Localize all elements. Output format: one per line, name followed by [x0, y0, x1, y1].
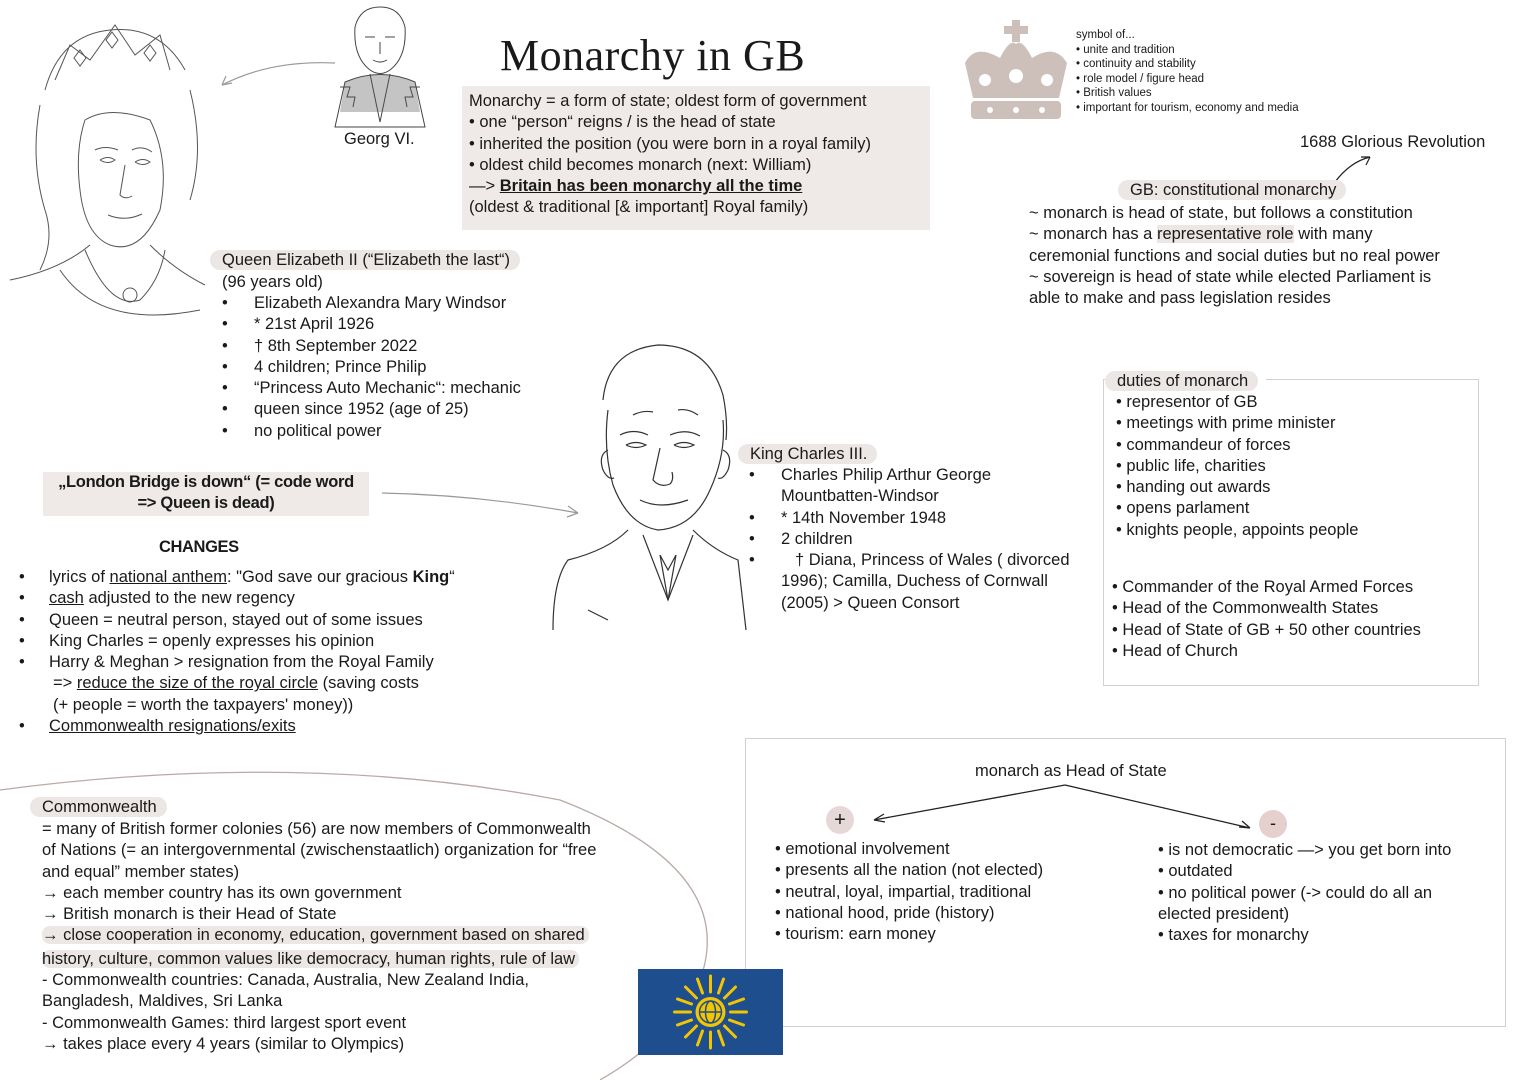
con-item: • is not democratic —> you get born into	[1158, 841, 1452, 859]
charles-fact: • 2 children	[781, 529, 1070, 550]
duty-item: • Head of Church	[1112, 641, 1238, 660]
queen-fact: • Elizabeth Alexandra Mary Windsor	[254, 293, 521, 314]
commonwealth-label: Commonwealth	[30, 797, 167, 818]
head-of-state-title: monarch as Head of State	[975, 762, 1167, 780]
constitutional-line: ~ monarch is head of state, but follows a constitution	[1029, 204, 1413, 222]
symbol-item: • important for tourism, economy and media	[1076, 101, 1299, 114]
commonwealth-highlight: → close cooperation in economy, education, government based on shared	[42, 925, 596, 946]
duties-list-2	[1112, 577, 1421, 662]
cons-list	[1158, 840, 1451, 946]
duties-list	[1116, 392, 1358, 541]
constitutional-monarchy-text	[1029, 203, 1440, 309]
charles-facts	[781, 465, 1070, 614]
symbol-heading: symbol of...	[1076, 29, 1135, 41]
commonwealth-line: - Commonwealth Games: third largest sport event	[42, 1013, 407, 1032]
definition-line: (oldest & traditional [& important] Royal family)	[469, 198, 809, 217]
georg-vi-sketch	[325, 2, 440, 132]
queen-fact: • 4 children; Prince Philip	[254, 357, 521, 378]
queen-fact: • “Princess Auto Mechanic“: mechanic	[254, 378, 521, 399]
charles-fact: • * 14th November 1948	[781, 508, 1070, 529]
change-item: • Harry & Meghan > resignation from the Royal Family	[49, 652, 455, 673]
constitutional-line: ~ sovereign is head of state while elected Parliament is	[1029, 267, 1432, 286]
duty-item: • public life, charities	[1116, 456, 1266, 475]
charles-fact: 1996); Camilla, Duchess of Cornwall	[781, 572, 1048, 591]
definition-line: Monarchy = a form of state; oldest form of government	[469, 92, 867, 110]
definition-line: • one “person“ reigns / is the head of state	[469, 113, 776, 132]
london-bridge-box	[43, 472, 369, 516]
plus-badge: +	[826, 806, 854, 834]
definition-emphasis: —> Britain has been monarchy all the time	[469, 177, 803, 196]
commonwealth-line: → British monarch is their Head of State	[42, 905, 337, 924]
change-item: • King Charles = openly expresses his opinion	[49, 631, 455, 652]
page-title: Monarchy in GB	[500, 31, 806, 80]
king-charles-label: King Charles III.	[738, 444, 877, 465]
charles-fact: • Charles Philip Arthur George	[781, 465, 1070, 486]
duty-item: • representor of GB	[1116, 393, 1258, 411]
symbol-item: • continuity and stability	[1076, 58, 1196, 71]
commonwealth-line: of Nations (= an intergovernmental (zwischenstaatlich) organization for “free	[42, 841, 597, 860]
constitutional-monarchy-label: GB: constitutional monarchy	[1118, 180, 1346, 201]
change-item: • Queen = neutral person, stayed out of some issues	[49, 610, 455, 631]
commonwealth-highlight: history, culture, common values like democracy, human rights, rule of law	[42, 949, 596, 970]
duty-item: • opens parlament	[1116, 499, 1250, 518]
queen-fact: • † 8th September 2022	[254, 336, 521, 357]
changes-heading: CHANGES	[159, 538, 239, 556]
pro-item: • presents all the nation (not elected)	[775, 861, 1044, 880]
minus-badge: -	[1259, 810, 1287, 838]
con-item: • taxes for monarchy	[1158, 926, 1309, 945]
queen-fact: • no political power	[254, 421, 521, 442]
charles-fact: • † Diana, Princess of Wales ( divorced	[781, 550, 1070, 571]
con-item: elected president)	[1158, 904, 1290, 923]
queen-fact: • * 21st April 1926	[254, 314, 521, 335]
commonwealth-flag-icon	[638, 969, 783, 1055]
symbol-item: • unite and tradition	[1076, 43, 1175, 56]
symbol-item: • British values	[1076, 87, 1152, 100]
definition-line: • inherited the position (you were born in a royal family)	[469, 134, 871, 153]
constitutional-line: ~ monarch has a representative role with many	[1029, 225, 1373, 244]
pro-item: • tourism: earn money	[775, 925, 936, 944]
symbol-list	[1076, 28, 1299, 116]
pro-item: • national hood, pride (history)	[775, 903, 995, 922]
london-bridge-line: => Queen is dead)	[137, 494, 275, 513]
charles-fact: (2005) > Queen Consort	[781, 593, 960, 612]
charles-fact: Mountbatten-Windsor	[781, 487, 939, 506]
queen-age: (96 years old)	[222, 273, 323, 291]
queen-facts	[254, 293, 521, 442]
change-subitem: (+ people = worth the taxpayers' money))	[53, 695, 354, 714]
queen-elizabeth-label: Queen Elizabeth II (“Elizabeth the last“)	[210, 250, 520, 271]
pro-item: • neutral, loyal, impartial, traditional	[775, 882, 1032, 901]
queen-fact: • queen since 1952 (age of 25)	[254, 399, 521, 420]
changes-list	[49, 567, 455, 737]
commonwealth-line: → each member country has its own government	[42, 883, 402, 902]
crown-icon	[955, 18, 1075, 128]
duty-item: • handing out awards	[1116, 478, 1271, 497]
glorious-revolution-label: 1688 Glorious Revolution	[1300, 133, 1486, 151]
con-item: • outdated	[1158, 862, 1233, 881]
change-item: • Commonwealth resignations/exits	[49, 716, 455, 737]
arrow-to-charles	[380, 485, 585, 525]
constitutional-line: ceremonial functions and social duties but no real power	[1029, 246, 1440, 265]
commonwealth-line: and equal” member states)	[42, 862, 240, 881]
duty-item: • Head of the Commonwealth States	[1112, 599, 1379, 618]
arrow-to-queen	[210, 55, 340, 95]
definition-line: • oldest child becomes monarch (next: William)	[469, 155, 812, 174]
georg-vi-label: Georg VI.	[344, 130, 415, 148]
commonwealth-line: - Commonwealth countries: Canada, Australia, New Zealand India,	[42, 971, 529, 990]
commonwealth-line: → takes place every 4 years (similar to Olympics)	[42, 1034, 405, 1053]
duty-item: • meetings with prime minister	[1116, 414, 1336, 433]
queen-elizabeth-sketch	[0, 10, 215, 340]
change-item: • lyrics of national anthem: "God save our gracious King“	[49, 567, 455, 588]
symbol-item: • role model / figure head	[1076, 72, 1205, 85]
pros-list	[775, 839, 1043, 945]
duty-item: • Commander of the Royal Armed Forces	[1112, 578, 1414, 596]
pro-item: • emotional involvement	[775, 840, 950, 858]
change-subitem: => reduce the size of the royal circle (saving costs	[53, 674, 419, 693]
monarchy-definition	[469, 91, 871, 219]
con-item: • no political power (-> could do all an	[1158, 883, 1433, 902]
duties-label: duties of monarch	[1105, 371, 1266, 392]
duty-item: • commandeur of forces	[1116, 435, 1291, 454]
constitutional-line: able to make and pass legislation resides	[1029, 289, 1331, 308]
london-bridge-line: „London Bridge is down“ (= code word	[58, 473, 354, 491]
duty-item: • Head of State of GB + 50 other countries	[1112, 620, 1421, 639]
pros-cons-arrows	[860, 780, 1260, 835]
commonwealth-text	[42, 819, 596, 1055]
change-item: • cash adjusted to the new regency	[49, 588, 455, 609]
duty-item: • knights people, appoints people	[1116, 520, 1359, 539]
commonwealth-line: Bangladesh, Maldives, Sri Lanka	[42, 992, 283, 1011]
commonwealth-line: = many of British former colonies (56) are now members of Commonwealth	[42, 820, 591, 838]
